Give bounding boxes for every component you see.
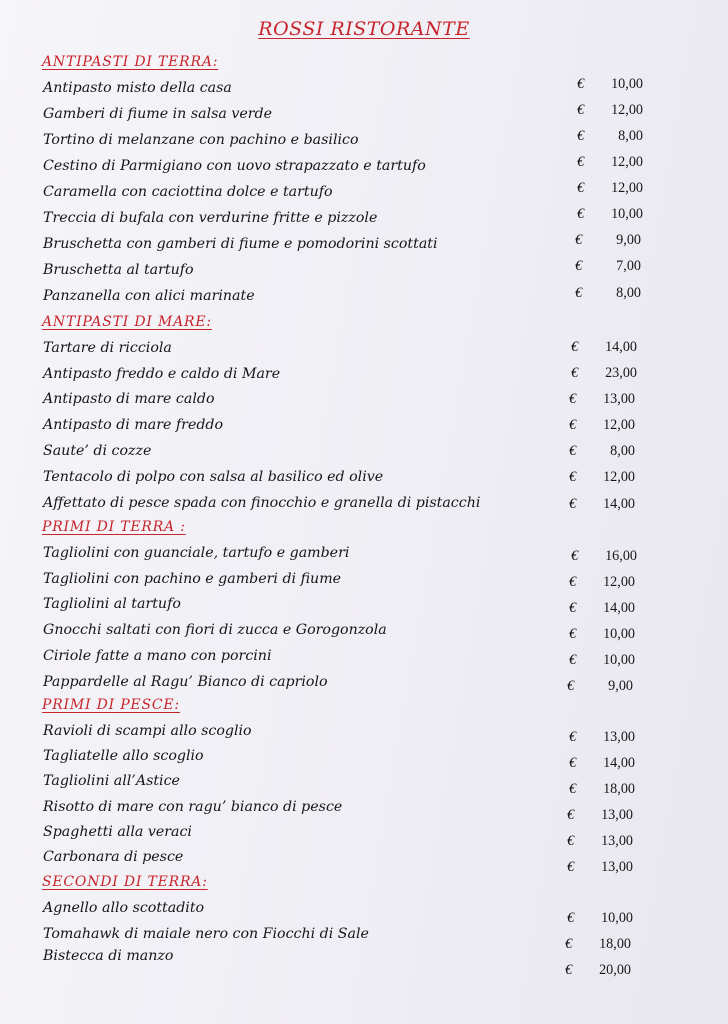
menu-item-price xyxy=(569,626,635,643)
currency-symbol: € xyxy=(571,365,579,381)
section-heading: SECONDI DI TERRA: xyxy=(42,874,208,890)
currency-symbol: € xyxy=(567,833,575,849)
section-heading: PRIMI DI PESCE: xyxy=(42,697,180,713)
menu-item-price xyxy=(569,496,635,513)
currency-symbol: € xyxy=(569,496,577,512)
price-value: 18,00 xyxy=(603,781,635,797)
menu-item-name: Treccia di bufala con verdurine fritte e pizzole xyxy=(43,210,378,226)
menu-item-price xyxy=(569,443,635,460)
menu-item-price xyxy=(565,962,631,979)
menu-item-price xyxy=(577,128,643,145)
menu-item-price xyxy=(567,678,633,695)
menu-item-name: Carbonara di pesce xyxy=(43,849,184,865)
menu-item-price xyxy=(569,574,635,591)
price-value: 9,00 xyxy=(608,678,633,694)
menu-item-name: Bistecca di manzo xyxy=(43,948,174,964)
menu-item-price xyxy=(569,755,635,772)
currency-symbol: € xyxy=(569,417,577,433)
currency-symbol: € xyxy=(571,339,579,355)
menu-item-price xyxy=(575,285,641,302)
menu-item-price xyxy=(571,339,637,356)
menu-item-name: Cestino di Parmigiano con uovo strapazzato e tartufo xyxy=(43,158,426,174)
menu-item-name: Saute’ di cozze xyxy=(43,443,152,459)
menu-item-name: Tentacolo di polpo con salsa al basilico ed olive xyxy=(43,469,384,485)
price-value: 14,00 xyxy=(603,496,635,512)
price-value: 7,00 xyxy=(616,258,641,274)
currency-symbol: € xyxy=(567,807,575,823)
menu-item-name: Tagliolini all’Astice xyxy=(43,773,180,789)
price-value: 8,00 xyxy=(618,128,643,144)
menu-item-name: Spaghetti alla veraci xyxy=(43,824,192,840)
menu-item-name: Antipasto freddo e caldo di Mare xyxy=(43,366,281,382)
price-value: 14,00 xyxy=(603,755,635,771)
menu-item-name: Tagliatelle allo scoglio xyxy=(43,748,204,764)
price-value: 12,00 xyxy=(611,180,643,196)
menu-item-name: Antipasto di mare freddo xyxy=(43,417,224,433)
menu-item-price xyxy=(569,652,635,669)
menu-item-price xyxy=(571,365,637,382)
menu-item-price xyxy=(577,102,643,119)
menu-item-name: Gnocchi saltati con fiori di zucca e Gorogonzola xyxy=(43,622,387,638)
price-value: 10,00 xyxy=(611,76,643,92)
currency-symbol: € xyxy=(569,443,577,459)
menu-item-name: Tomahawk di maiale nero con Fiocchi di Sale xyxy=(43,926,369,942)
menu-item-name: Gamberi di fiume in salsa verde xyxy=(43,106,273,122)
currency-symbol: € xyxy=(577,206,585,222)
price-value: 18,00 xyxy=(599,936,631,952)
currency-symbol: € xyxy=(569,391,577,407)
menu-item-name: Affettato di pesce spada con finocchio e granella di pistacchi xyxy=(43,495,481,511)
menu-item-price xyxy=(569,391,635,408)
price-value: 16,00 xyxy=(605,548,637,564)
menu-item-name: Tortino di melanzane con pachino e basilico xyxy=(43,132,359,148)
menu-item-name: Antipasto misto della casa xyxy=(43,80,232,96)
menu-item-name: Ravioli di scampi allo scoglio xyxy=(43,723,252,739)
price-value: 23,00 xyxy=(605,365,637,381)
menu-item-name: Ciriole fatte a mano con porcini xyxy=(43,648,272,664)
menu-item-price xyxy=(569,417,635,434)
menu-item-price xyxy=(565,936,631,953)
currency-symbol: € xyxy=(569,781,577,797)
menu-item-name: Risotto di mare con ragu’ bianco di pesce xyxy=(43,799,343,815)
currency-symbol: € xyxy=(575,232,583,248)
menu-item-price xyxy=(569,600,635,617)
price-value: 20,00 xyxy=(599,962,631,978)
menu-item-name: Bruschetta con gamberi di fiume e pomodorini scottati xyxy=(43,236,438,252)
price-value: 10,00 xyxy=(611,206,643,222)
price-value: 9,00 xyxy=(616,232,641,248)
price-value: 13,00 xyxy=(601,833,633,849)
menu-item-price xyxy=(567,859,633,876)
currency-symbol: € xyxy=(571,548,579,564)
menu-item-name: Caramella con caciottina dolce e tartufo xyxy=(43,184,333,200)
currency-symbol: € xyxy=(565,936,573,952)
currency-symbol: € xyxy=(577,180,585,196)
menu-item-name: Tartare di ricciola xyxy=(43,340,172,356)
price-value: 13,00 xyxy=(603,729,635,745)
menu-item-price xyxy=(569,729,635,746)
menu-item-name: Tagliolini con guanciale, tartufo e gamberi xyxy=(43,545,350,561)
section-heading: ANTIPASTI DI MARE: xyxy=(42,314,212,330)
section-heading: ANTIPASTI DI TERRA: xyxy=(42,54,219,70)
menu-item-name: Bruschetta al tartufo xyxy=(43,262,194,278)
restaurant-title: ROSSI RISTORANTE xyxy=(258,18,470,40)
currency-symbol: € xyxy=(567,910,575,926)
currency-symbol: € xyxy=(565,962,573,978)
menu-item-price xyxy=(575,258,641,275)
menu-item-name: Tagliolini al tartufo xyxy=(43,596,181,612)
menu-item-price xyxy=(577,206,643,223)
price-value: 10,00 xyxy=(603,626,635,642)
currency-symbol: € xyxy=(577,128,585,144)
currency-symbol: € xyxy=(569,574,577,590)
menu-item-name: Agnello allo scottadito xyxy=(43,900,205,916)
currency-symbol: € xyxy=(567,678,575,694)
price-value: 13,00 xyxy=(603,391,635,407)
currency-symbol: € xyxy=(569,626,577,642)
price-value: 13,00 xyxy=(601,859,633,875)
currency-symbol: € xyxy=(569,755,577,771)
menu-item-price xyxy=(575,232,641,249)
price-value: 10,00 xyxy=(603,652,635,668)
price-value: 12,00 xyxy=(611,102,643,118)
menu-item-price xyxy=(571,548,637,565)
section-heading: PRIMI DI TERRA : xyxy=(42,519,186,535)
menu-item-price xyxy=(577,180,643,197)
menu-item-name: Pappardelle al Ragu’ Bianco di capriolo xyxy=(43,674,328,690)
price-value: 12,00 xyxy=(603,469,635,485)
currency-symbol: € xyxy=(577,154,585,170)
currency-symbol: € xyxy=(577,76,585,92)
menu-item-price xyxy=(569,469,635,486)
currency-symbol: € xyxy=(567,859,575,875)
currency-symbol: € xyxy=(569,469,577,485)
menu-item-price xyxy=(567,807,633,824)
currency-symbol: € xyxy=(569,729,577,745)
currency-symbol: € xyxy=(569,652,577,668)
menu-item-name: Tagliolini con pachino e gamberi di fiume xyxy=(43,571,342,587)
price-value: 14,00 xyxy=(605,339,637,355)
price-value: 12,00 xyxy=(603,574,635,590)
menu-item-price xyxy=(577,76,643,93)
menu-item-price xyxy=(577,154,643,171)
price-value: 12,00 xyxy=(603,417,635,433)
price-value: 14,00 xyxy=(603,600,635,616)
price-value: 12,00 xyxy=(611,154,643,170)
menu-item-price xyxy=(569,781,635,798)
currency-symbol: € xyxy=(569,600,577,616)
currency-symbol: € xyxy=(575,258,583,274)
currency-symbol: € xyxy=(577,102,585,118)
menu-item-name: Panzanella con alici marinate xyxy=(43,288,255,304)
menu-item-price xyxy=(567,833,633,850)
menu-item-name: Antipasto di mare caldo xyxy=(43,391,215,407)
price-value: 8,00 xyxy=(616,285,641,301)
price-value: 8,00 xyxy=(610,443,635,459)
menu-item-price xyxy=(567,910,633,927)
currency-symbol: € xyxy=(575,285,583,301)
price-value: 10,00 xyxy=(601,910,633,926)
price-value: 13,00 xyxy=(601,807,633,823)
